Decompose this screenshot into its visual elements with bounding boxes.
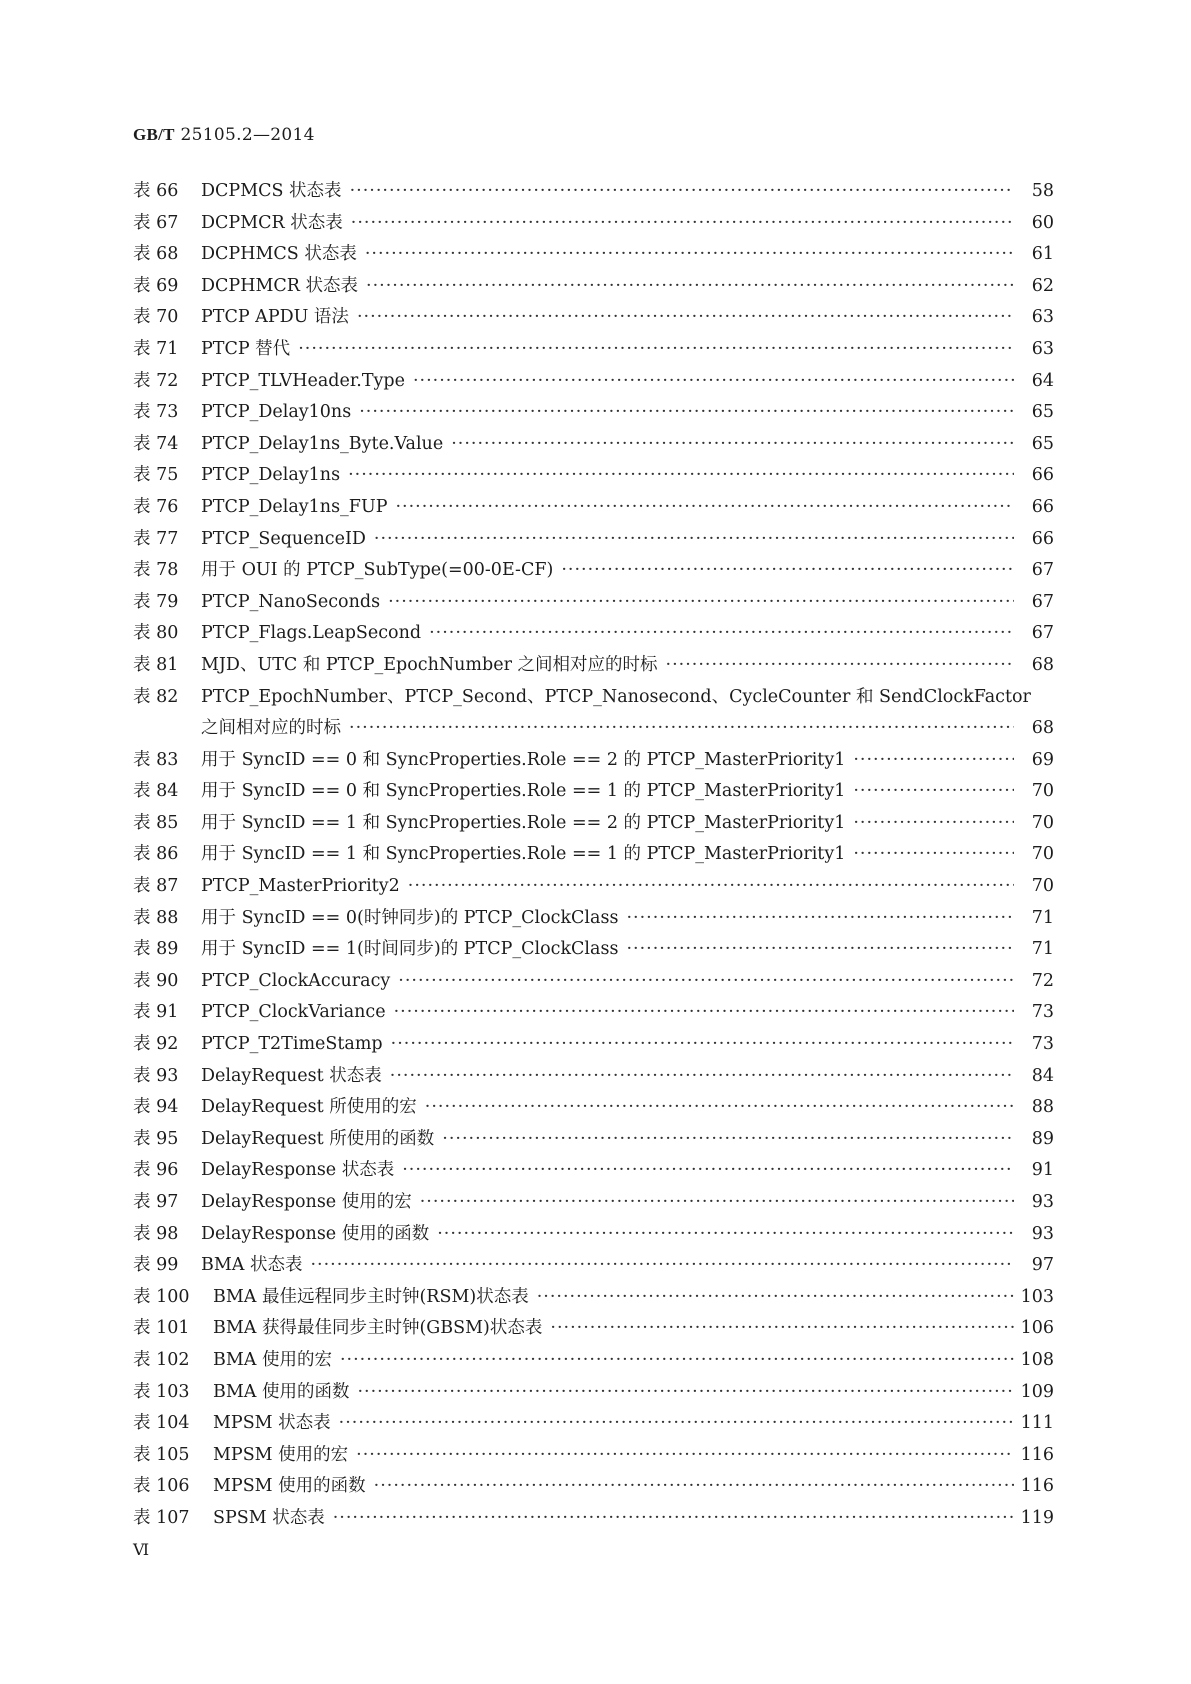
page-ref: 116 bbox=[1020, 1476, 1054, 1497]
table-title: 用于 SyncID == 0 和 SyncProperties.Role == 1 的 PTCP_MasterPriority1 bbox=[201, 781, 846, 802]
toc-entry[interactable] bbox=[133, 398, 1054, 430]
table-title: DCPMCR 状态表 bbox=[201, 212, 343, 233]
table-label: 表 99 bbox=[133, 1255, 179, 1276]
table-label: 表 92 bbox=[133, 1034, 179, 1055]
page-ref: 67 bbox=[1031, 560, 1054, 581]
toc-entry[interactable] bbox=[133, 525, 1054, 557]
toc-entry[interactable] bbox=[133, 272, 1054, 304]
page-header bbox=[133, 125, 315, 145]
dot-leader bbox=[390, 1066, 1014, 1086]
dot-leader bbox=[394, 1002, 1014, 1022]
page-ref: 72 bbox=[1031, 970, 1054, 991]
dot-leader bbox=[398, 971, 1014, 991]
page-ref: 68 bbox=[1031, 718, 1054, 739]
table-title: PTCP_Delay1ns_Byte.Value bbox=[201, 433, 444, 454]
dot-leader bbox=[388, 592, 1014, 612]
dot-leader bbox=[391, 1034, 1014, 1054]
table-label: 表 89 bbox=[133, 939, 179, 960]
table-label: 表 79 bbox=[133, 591, 179, 612]
table-title: PTCP 替代 bbox=[201, 338, 291, 359]
table-title: DCPMCS 状态表 bbox=[201, 181, 342, 201]
toc-entry[interactable] bbox=[133, 1251, 1054, 1283]
toc-entry[interactable] bbox=[133, 461, 1054, 493]
page-ref: 93 bbox=[1031, 1192, 1054, 1212]
toc-entry[interactable] bbox=[133, 1093, 1054, 1125]
dot-leader bbox=[298, 339, 1014, 359]
page-ref: 66 bbox=[1031, 465, 1054, 486]
toc-entry[interactable] bbox=[133, 430, 1054, 462]
table-title: SPSM 状态表 bbox=[213, 1507, 325, 1528]
table-title: PTCP_EpochNumber、PTCP_Second、PTCP_Nanosecond、CycleCounter 和 SendClockFactor bbox=[201, 686, 1031, 707]
table-label: 表 105 bbox=[133, 1444, 190, 1465]
table-label: 表 75 bbox=[133, 465, 179, 486]
toc-entry[interactable] bbox=[133, 872, 1054, 904]
table-title: 用于 SyncID == 0(时钟同步)的 PTCP_ClockClass bbox=[201, 907, 619, 928]
toc-entry-continuation[interactable] bbox=[133, 714, 1054, 746]
table-label: 表 77 bbox=[133, 528, 179, 549]
page-ref: 70 bbox=[1031, 876, 1054, 897]
table-title: 用于 SyncID == 1 和 SyncProperties.Role == 2 的 PTCP_MasterPriority1 bbox=[201, 812, 846, 833]
page-ref: 119 bbox=[1020, 1507, 1054, 1528]
page-ref: 103 bbox=[1020, 1286, 1054, 1307]
toc-entry[interactable] bbox=[133, 588, 1054, 620]
toc-entry[interactable] bbox=[133, 1283, 1054, 1315]
table-title: DelayResponse 状态表 bbox=[201, 1160, 395, 1181]
standard-prefix: GB/T bbox=[133, 125, 175, 144]
table-title: DelayResponse 使用的函数 bbox=[201, 1223, 430, 1244]
table-label: 表 98 bbox=[133, 1223, 179, 1244]
page-ref: 65 bbox=[1031, 433, 1054, 454]
dot-leader bbox=[442, 1129, 1014, 1149]
table-title: MPSM 使用的函数 bbox=[213, 1476, 366, 1497]
dot-leader bbox=[350, 181, 1014, 201]
table-label: 表 101 bbox=[133, 1318, 190, 1339]
dot-leader bbox=[550, 1318, 1014, 1338]
table-title-continuation: 之间相对应的时标 bbox=[201, 718, 341, 739]
table-label: 表 70 bbox=[133, 307, 179, 328]
table-title: PTCP_ClockAccuracy bbox=[201, 970, 391, 991]
table-label: 表 73 bbox=[133, 402, 179, 423]
dot-leader bbox=[451, 434, 1014, 454]
dot-leader bbox=[333, 1508, 1014, 1528]
toc-entry[interactable] bbox=[133, 651, 1054, 683]
dot-leader bbox=[413, 371, 1014, 391]
table-title: DelayRequest 所使用的宏 bbox=[201, 1097, 417, 1118]
table-label: 表 107 bbox=[133, 1507, 190, 1528]
page-number: Ⅵ bbox=[133, 1540, 150, 1559]
dot-leader bbox=[365, 244, 1014, 264]
dot-leader bbox=[310, 1255, 1014, 1275]
page-ref: 73 bbox=[1031, 1034, 1054, 1055]
table-label: 表 102 bbox=[133, 1349, 190, 1370]
toc-entry[interactable] bbox=[133, 967, 1054, 999]
table-title: PTCP APDU 语法 bbox=[201, 307, 349, 328]
table-label: 表 100 bbox=[133, 1286, 190, 1307]
table-label: 表 91 bbox=[133, 1002, 179, 1023]
toc-entry[interactable] bbox=[133, 998, 1054, 1030]
page-ref: 97 bbox=[1031, 1255, 1054, 1276]
dot-leader bbox=[395, 497, 1014, 517]
table-title: MJD、UTC 和 PTCP_EpochNumber 之间相对应的时标 bbox=[201, 654, 658, 675]
toc-entry[interactable] bbox=[133, 1378, 1054, 1410]
table-label: 表 90 bbox=[133, 970, 179, 991]
standard-number: 25105.2—2014 bbox=[180, 125, 315, 145]
toc-entry[interactable] bbox=[133, 1156, 1054, 1188]
toc-entry[interactable] bbox=[133, 1314, 1054, 1346]
table-label: 表 68 bbox=[133, 244, 179, 265]
table-label: 表 72 bbox=[133, 370, 179, 391]
toc-entry[interactable] bbox=[133, 935, 1054, 967]
toc-entry[interactable] bbox=[133, 746, 1054, 778]
page-ref: 70 bbox=[1031, 781, 1054, 802]
table-label: 表 69 bbox=[133, 275, 179, 296]
dot-leader bbox=[340, 1350, 1014, 1370]
table-label: 表 93 bbox=[133, 1065, 179, 1086]
toc-entry[interactable] bbox=[133, 209, 1054, 241]
table-title: BMA 最佳远程同步主时钟(RSM)状态表 bbox=[213, 1286, 529, 1307]
page-ref: 61 bbox=[1031, 244, 1054, 265]
table-title: DCPHMCR 状态表 bbox=[201, 275, 359, 296]
table-label: 表 76 bbox=[133, 496, 179, 517]
page-ref: 65 bbox=[1031, 402, 1054, 423]
table-title: PTCP_T2TimeStamp bbox=[201, 1034, 383, 1055]
dot-leader bbox=[366, 276, 1014, 296]
toc-entry[interactable] bbox=[133, 1030, 1054, 1062]
toc-entry[interactable] bbox=[133, 619, 1054, 651]
page-ref: 71 bbox=[1031, 907, 1054, 928]
page-ref: 64 bbox=[1031, 370, 1054, 391]
table-title: BMA 使用的函数 bbox=[213, 1381, 350, 1402]
table-label: 表 97 bbox=[133, 1192, 179, 1212]
table-label: 表 74 bbox=[133, 433, 179, 454]
table-title: MPSM 使用的宏 bbox=[213, 1444, 349, 1465]
page-ref: 66 bbox=[1031, 496, 1054, 517]
table-title: BMA 获得最佳同步主时钟(GBSM)状态表 bbox=[213, 1318, 543, 1339]
table-label: 表 78 bbox=[133, 560, 179, 581]
page-ref: 63 bbox=[1031, 307, 1054, 328]
page-ref: 106 bbox=[1020, 1318, 1054, 1339]
page-ref: 68 bbox=[1031, 654, 1054, 675]
dot-leader bbox=[853, 844, 1014, 864]
dot-leader bbox=[537, 1287, 1014, 1307]
toc-entry[interactable] bbox=[133, 683, 1054, 715]
dot-leader bbox=[374, 1476, 1014, 1496]
dot-leader bbox=[853, 781, 1014, 801]
table-label: 表 104 bbox=[133, 1413, 190, 1434]
page-ref: 70 bbox=[1031, 844, 1054, 865]
dot-leader bbox=[357, 1382, 1014, 1402]
table-title: PTCP_ClockVariance bbox=[201, 1002, 386, 1023]
dot-leader bbox=[349, 718, 1014, 738]
toc-entry[interactable] bbox=[133, 1441, 1054, 1473]
dot-leader bbox=[853, 750, 1014, 770]
dot-leader bbox=[339, 1413, 1014, 1433]
toc-entry[interactable] bbox=[133, 1409, 1054, 1441]
table-label: 表 96 bbox=[133, 1160, 179, 1181]
dot-leader bbox=[626, 939, 1014, 959]
table-label: 表 67 bbox=[133, 212, 179, 233]
toc-entry[interactable] bbox=[133, 493, 1054, 525]
table-title: DCPHMCS 状态表 bbox=[201, 244, 357, 265]
table-label: 表 81 bbox=[133, 654, 179, 675]
dot-leader bbox=[666, 655, 1014, 675]
table-label: 表 82 bbox=[133, 686, 179, 707]
table-label: 表 66 bbox=[133, 181, 179, 201]
page-ref: 63 bbox=[1031, 338, 1054, 359]
toc-entry[interactable] bbox=[133, 1504, 1054, 1536]
toc-entry[interactable] bbox=[133, 809, 1054, 841]
toc-entry[interactable] bbox=[133, 1346, 1054, 1378]
page-ref: 91 bbox=[1031, 1160, 1054, 1181]
table-title: PTCP_NanoSeconds bbox=[201, 591, 381, 612]
page-ref: 88 bbox=[1031, 1097, 1054, 1118]
table-title: DelayRequest 状态表 bbox=[201, 1065, 382, 1086]
dot-leader bbox=[374, 529, 1014, 549]
toc-entry[interactable] bbox=[133, 367, 1054, 399]
table-title: PTCP_Delay10ns bbox=[201, 402, 352, 423]
toc-entry[interactable] bbox=[133, 1220, 1054, 1252]
page-ref: 66 bbox=[1031, 528, 1054, 549]
table-label: 表 103 bbox=[133, 1381, 190, 1402]
page-ref: 69 bbox=[1031, 749, 1054, 770]
table-title: DelayRequest 所使用的函数 bbox=[201, 1128, 435, 1149]
table-title: DelayResponse 使用的宏 bbox=[201, 1192, 412, 1212]
table-label: 表 94 bbox=[133, 1097, 179, 1118]
table-label: 表 95 bbox=[133, 1128, 179, 1149]
table-title: 用于 SyncID == 1 和 SyncProperties.Role == 1 的 PTCP_MasterPriority1 bbox=[201, 844, 846, 865]
table-label: 表 83 bbox=[133, 749, 179, 770]
toc-entry[interactable] bbox=[133, 1472, 1054, 1504]
dot-leader bbox=[561, 560, 1014, 580]
page-ref: 67 bbox=[1031, 591, 1054, 612]
page-ref: 62 bbox=[1031, 275, 1054, 296]
table-label: 表 88 bbox=[133, 907, 179, 928]
toc-entry[interactable] bbox=[133, 840, 1054, 872]
page-ref: 111 bbox=[1020, 1413, 1054, 1434]
dot-leader bbox=[348, 465, 1014, 485]
dot-leader bbox=[408, 876, 1014, 896]
toc-entry[interactable] bbox=[133, 556, 1054, 588]
page-ref: 89 bbox=[1031, 1128, 1054, 1149]
table-label: 表 80 bbox=[133, 623, 179, 644]
table-label: 表 86 bbox=[133, 844, 179, 865]
table-title: PTCP_Delay1ns_FUP bbox=[201, 496, 388, 517]
page-ref: 70 bbox=[1031, 812, 1054, 833]
page-ref: 84 bbox=[1031, 1065, 1054, 1086]
table-title: PTCP_SequenceID bbox=[201, 528, 366, 549]
table-title: PTCP_TLVHeader.Type bbox=[201, 370, 405, 391]
dot-leader bbox=[626, 908, 1014, 928]
page-ref: 58 bbox=[1031, 181, 1054, 201]
toc-entry[interactable] bbox=[133, 1188, 1054, 1220]
dot-leader bbox=[359, 402, 1014, 422]
table-title: BMA 状态表 bbox=[201, 1255, 303, 1276]
table-of-contents bbox=[133, 177, 1054, 1536]
table-label: 表 85 bbox=[133, 812, 179, 833]
dot-leader bbox=[437, 1224, 1014, 1244]
page-ref: 71 bbox=[1031, 939, 1054, 960]
toc-entry[interactable] bbox=[133, 1062, 1054, 1094]
table-title: 用于 SyncID == 0 和 SyncProperties.Role == 2 的 PTCP_MasterPriority1 bbox=[201, 749, 846, 770]
page-ref: 93 bbox=[1031, 1223, 1054, 1244]
table-label: 表 106 bbox=[133, 1476, 190, 1497]
dot-leader bbox=[357, 307, 1014, 327]
toc-entry[interactable] bbox=[133, 1125, 1054, 1157]
dot-leader bbox=[420, 1192, 1014, 1212]
table-title: 用于 SyncID == 1(时间同步)的 PTCP_ClockClass bbox=[201, 939, 619, 960]
table-title: PTCP_Flags.LeapSecond bbox=[201, 623, 422, 644]
table-title: 用于 OUI 的 PTCP_SubType(=00-0E-CF) bbox=[201, 560, 554, 581]
toc-entry[interactable] bbox=[133, 240, 1054, 272]
table-label: 表 71 bbox=[133, 338, 179, 359]
toc-entry[interactable] bbox=[133, 904, 1054, 936]
dot-leader bbox=[356, 1445, 1014, 1465]
page-ref: 67 bbox=[1031, 623, 1054, 644]
page-ref: 108 bbox=[1020, 1349, 1054, 1370]
toc-entry[interactable] bbox=[133, 177, 1054, 209]
toc-entry[interactable] bbox=[133, 777, 1054, 809]
toc-entry[interactable] bbox=[133, 335, 1054, 367]
page-ref: 60 bbox=[1031, 212, 1054, 233]
page-ref: 73 bbox=[1031, 1002, 1054, 1023]
toc-entry[interactable] bbox=[133, 303, 1054, 335]
dot-leader bbox=[429, 623, 1014, 643]
table-title: BMA 使用的宏 bbox=[213, 1349, 332, 1370]
table-title: PTCP_MasterPriority2 bbox=[201, 876, 400, 897]
table-title: PTCP_Delay1ns bbox=[201, 465, 341, 486]
page-ref: 116 bbox=[1020, 1444, 1054, 1465]
dot-leader bbox=[853, 813, 1014, 833]
table-label: 表 84 bbox=[133, 781, 179, 802]
dot-leader bbox=[425, 1097, 1014, 1117]
table-title: MPSM 状态表 bbox=[213, 1413, 331, 1434]
dot-leader bbox=[351, 213, 1014, 233]
table-label: 表 87 bbox=[133, 876, 179, 897]
page-ref: 109 bbox=[1020, 1381, 1054, 1402]
dot-leader bbox=[402, 1160, 1014, 1180]
